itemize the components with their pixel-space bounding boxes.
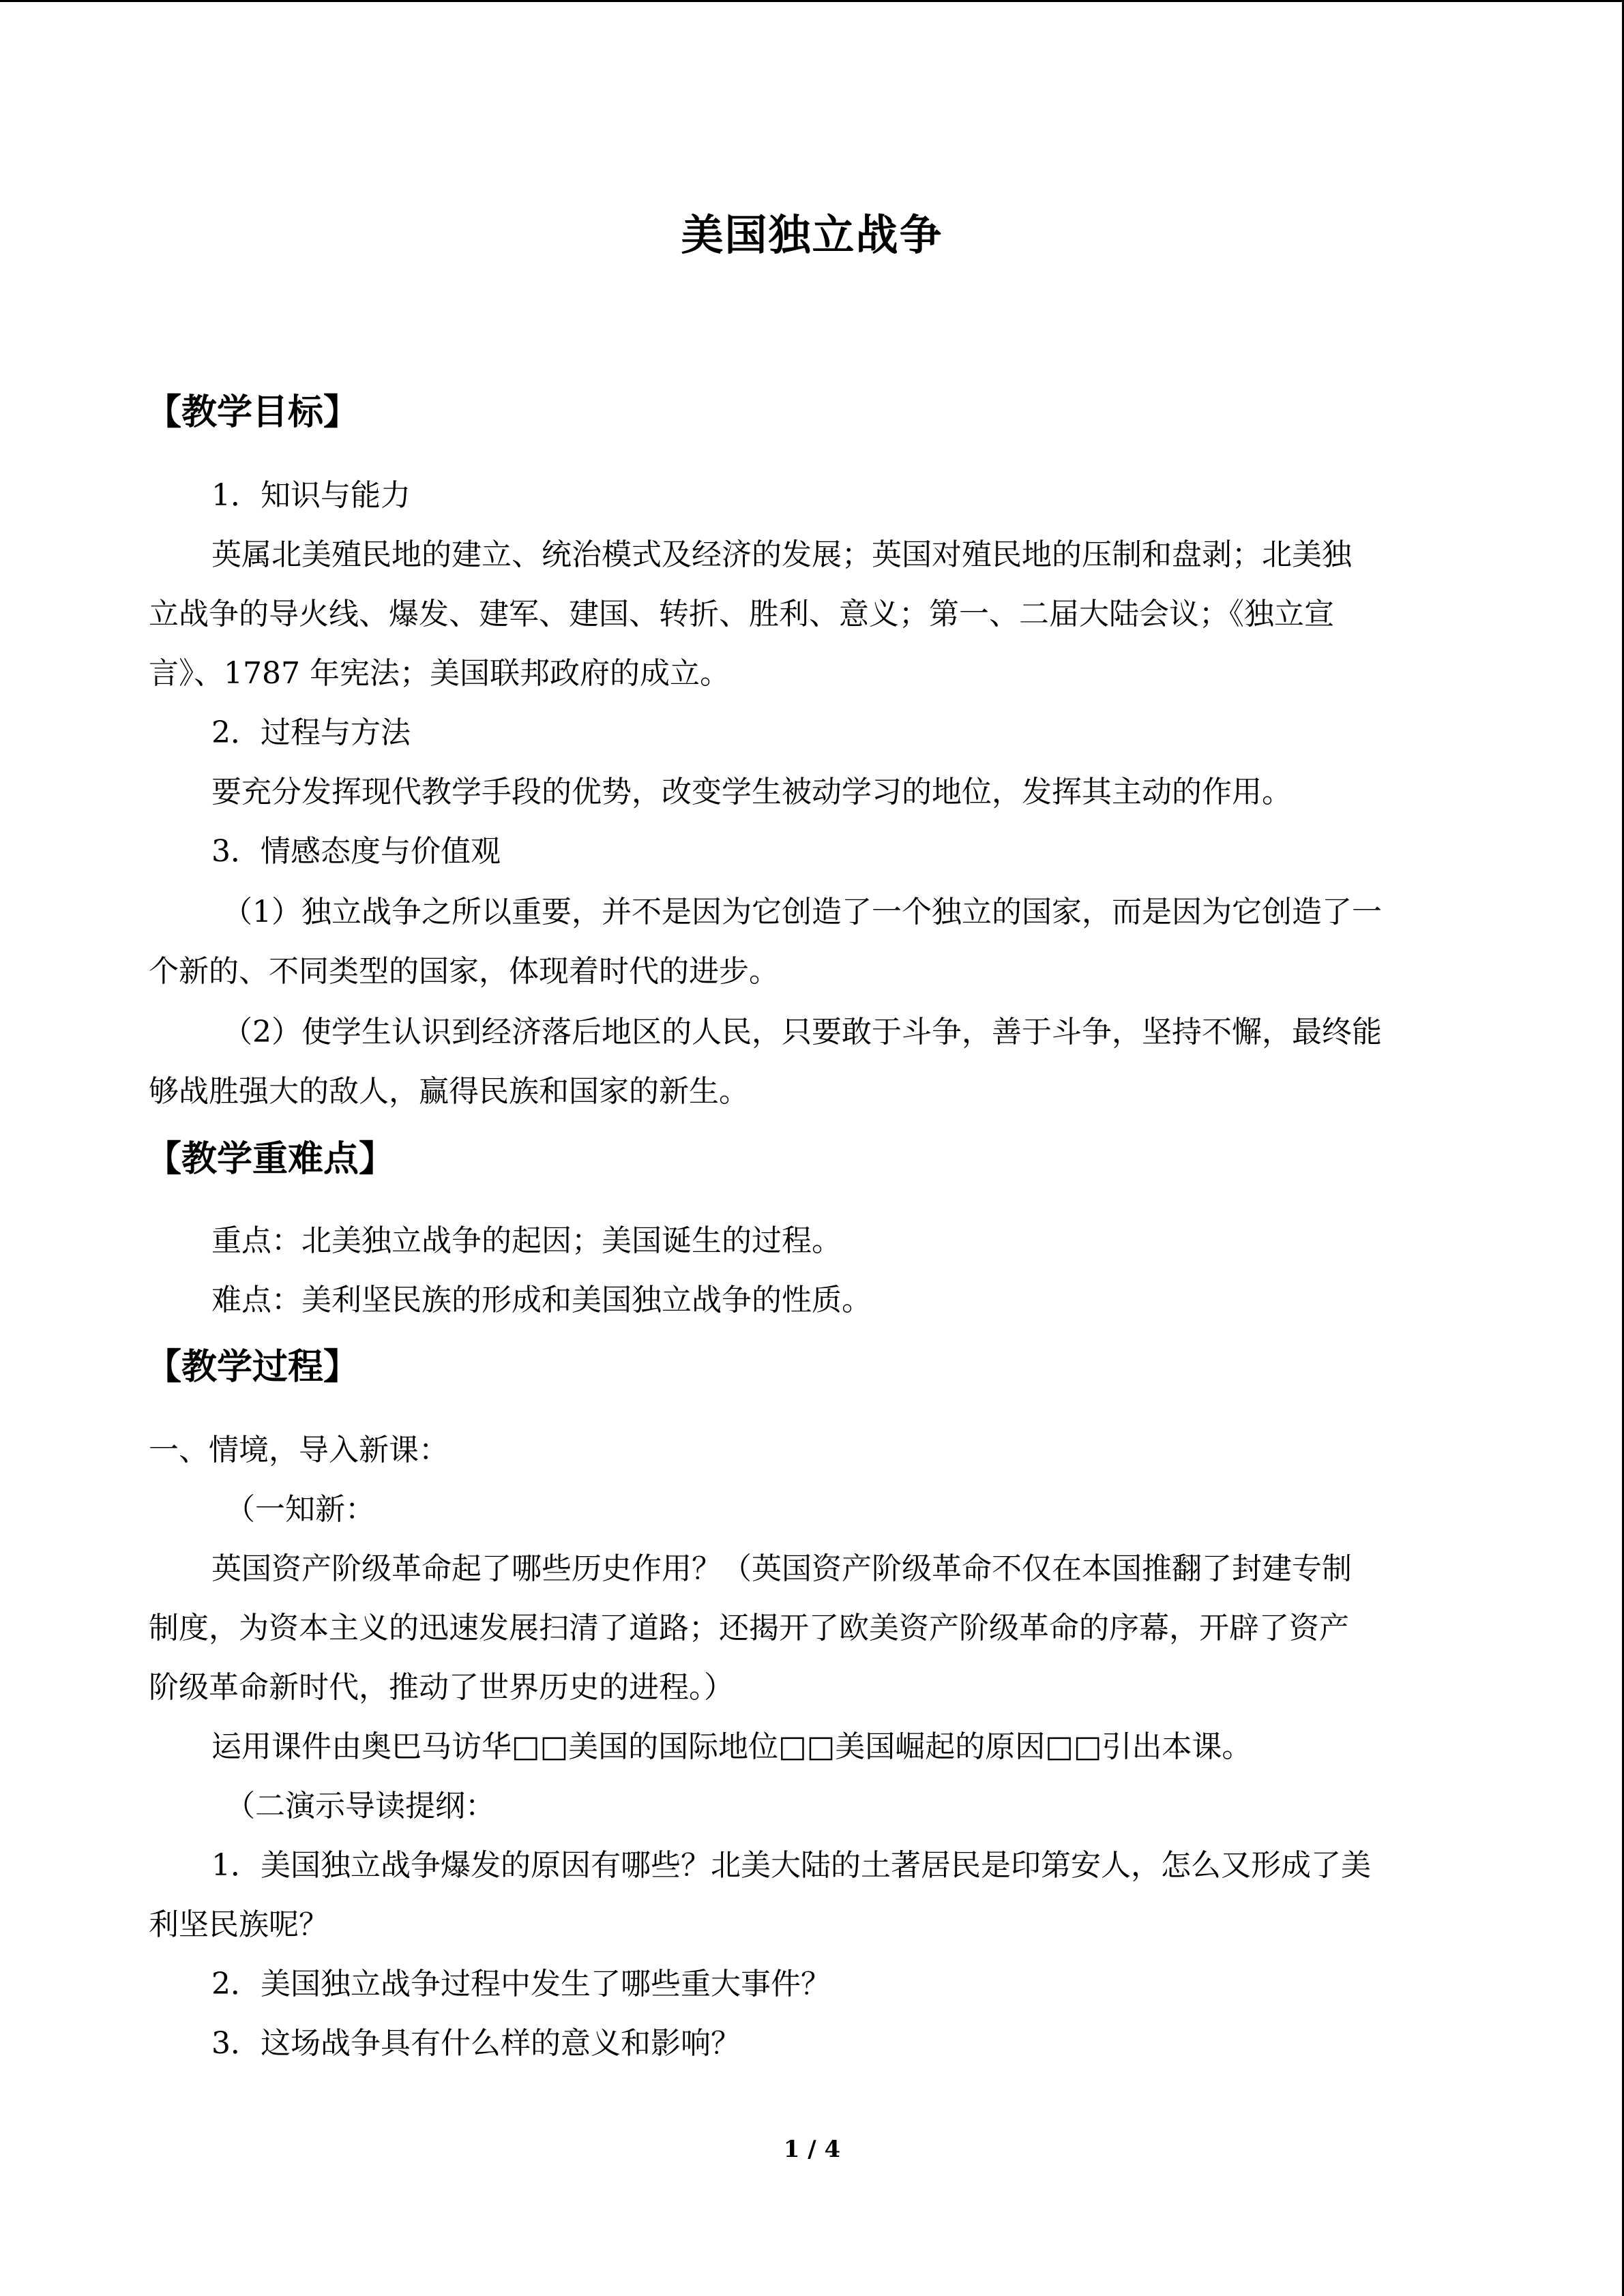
paragraph-line: 言》、1787 年宪法；美国联邦政府的成立。: [149, 656, 730, 691]
process-step-title: 一、情境，导入新课：: [149, 1433, 449, 1467]
paragraph-line: 制度，为资本主义的迅速发展扫清了道路；还揭开了欧美资产阶级革命的序幕，开辟了资产: [149, 1611, 1349, 1645]
document-title: 美国独立战争: [681, 210, 943, 260]
section-heading-process: 【教学过程】: [146, 1346, 359, 1388]
process-subtitle: （二演示导读提纲：: [225, 1789, 495, 1823]
objective-knowledge-title: 1．知识与能力: [211, 478, 411, 513]
section-heading-objectives: 【教学目标】: [146, 391, 359, 433]
paragraph-line: 个新的、不同类型的国家，体现着时代的进步。: [149, 954, 779, 989]
paragraph-line: 英国资产阶级革命起了哪些历史作用？（英国资产阶级革命不仅在本国推翻了封建专制: [211, 1551, 1352, 1586]
paragraph-line: 立战争的导火线、爆发、建军、建国、转折、胜利、意义；第一、二届大陆会议；《独立宣: [149, 597, 1334, 631]
objective-values-title: 3．情感态度与价值观: [211, 834, 501, 869]
page-top-border: [0, 0, 1624, 2]
paragraph-line: 英属北美殖民地的建立、统治模式及经济的发展；英国对殖民地的压制和盘剥；北美独: [211, 537, 1352, 572]
paragraph-line: 阶级革命新时代，推动了世界历史的进程。）: [149, 1670, 734, 1705]
paragraph-line: 够战胜强大的敌人，赢得民族和国家的新生。: [149, 1074, 749, 1109]
key-point-text: 重点：北美独立战争的起因；美国诞生的过程。: [211, 1223, 842, 1258]
paragraph-line: 运用课件由奥巴马访华□□美国的国际地位□□美国崛起的原因□□引出本课。: [211, 1729, 1252, 1764]
process-subtitle: （一知新：: [225, 1492, 375, 1527]
question-item: 2．美国独立战争过程中发生了哪些重大事件？: [211, 1967, 831, 2001]
paragraph-line: （2）使学生认识到经济落后地区的人民，只要敢于斗争，善于斗争，坚持不懈，最终能: [222, 1015, 1382, 1049]
difficult-point-text: 难点：美利坚民族的形成和美国独立战争的性质。: [211, 1283, 872, 1317]
page-number: 1 / 4: [783, 2136, 841, 2163]
question-item: 1．美国独立战争爆发的原因有哪些？北美大陆的土著居民是印第安人，怎么又形成了美: [211, 1848, 1371, 1883]
objective-process-title: 2．过程与方法: [211, 715, 411, 750]
paragraph-line: 利坚民族呢？: [149, 1907, 329, 1942]
paragraph-line: （1）独立战争之所以重要，并不是因为它创造了一个独立的国家，而是因为它创造了一: [222, 895, 1382, 929]
question-item: 3．这场战争具有什么样的意义和影响？: [211, 2026, 741, 2061]
section-heading-key-points: 【教学重难点】: [146, 1138, 395, 1180]
paragraph-line: 要充分发挥现代教学手段的优势，改变学生被动学习的地位，发挥其主动的作用。: [211, 775, 1292, 809]
